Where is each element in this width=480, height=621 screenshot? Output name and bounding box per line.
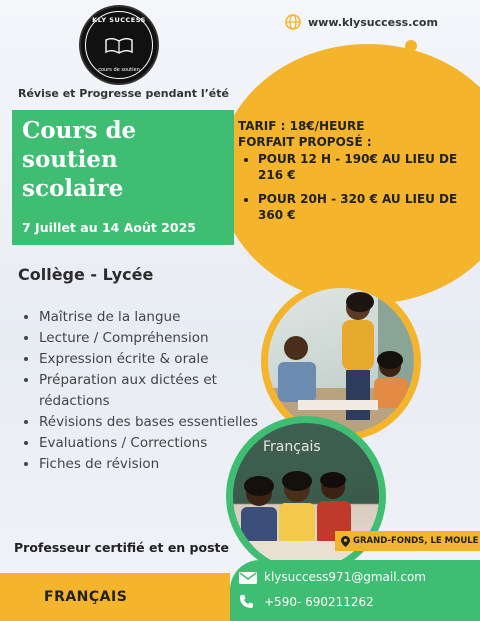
skill-item: • Maîtrise de la langue	[39, 307, 259, 328]
package-offer: • POUR 12 H - 190€ AU LIEU DE 216 €	[258, 151, 470, 183]
kly-success-logo	[79, 5, 159, 85]
skills-list	[20, 307, 259, 475]
price-per-hour: TARIF : 18€/HEURE	[238, 119, 365, 133]
location-text: GRAND-FONDS, LE MOULE	[353, 536, 479, 546]
classroom-illustration	[268, 288, 414, 434]
skill-item: • Evaluations / Corrections	[39, 433, 259, 454]
tagline: Révise et Progresse pendant l’été	[18, 87, 229, 100]
hero-dates: 7 Juillet au 14 Août 2025	[22, 220, 196, 235]
map-pin-icon	[341, 536, 350, 547]
logo-text-top: KLY SUCCESS	[92, 16, 146, 24]
package-offer: • POUR 20H - 320 € AU LIEU DE 360 €	[258, 191, 470, 223]
subject-label: FRANÇAIS	[44, 589, 128, 605]
hero-title-line: Cours de	[22, 117, 137, 144]
package-heading: FORFAIT PROPOSÉ :	[238, 135, 372, 149]
book-icon	[104, 36, 134, 54]
hero-title-line: soutien	[22, 146, 118, 173]
skill-item: • Expression écrite & orale	[39, 349, 259, 370]
hero-title	[22, 116, 232, 203]
orange-dot-decoration	[405, 40, 417, 52]
chalkboard-text: Français	[263, 439, 321, 455]
phone-icon	[239, 594, 254, 609]
pricing-block	[238, 118, 470, 231]
skill-item: • Fiches de révision	[39, 454, 259, 475]
teacher-credential: Professeur certifié et en poste	[14, 540, 229, 555]
school-level: Collège - Lycée	[18, 265, 154, 284]
contact-phone[interactable]: +590- 690211262	[264, 595, 374, 609]
skill-item: • Préparation aux dictées et rédactions	[39, 370, 259, 412]
mail-icon	[239, 572, 257, 584]
location-badge	[335, 531, 480, 551]
hero-title-line: scolaire	[22, 175, 124, 202]
website-link[interactable]: www.klysuccess.com	[308, 16, 438, 29]
globe-icon	[285, 14, 301, 30]
logo-text-bottom: cours de soutien	[98, 67, 140, 73]
classroom-teacher-photo	[268, 288, 414, 434]
skill-item: • Révisions des bases essentielles	[39, 412, 259, 433]
skill-item: • Lecture / Compréhension	[39, 328, 259, 349]
contact-email[interactable]: klysuccess971@gmail.com	[264, 570, 426, 584]
package-list	[238, 151, 470, 223]
